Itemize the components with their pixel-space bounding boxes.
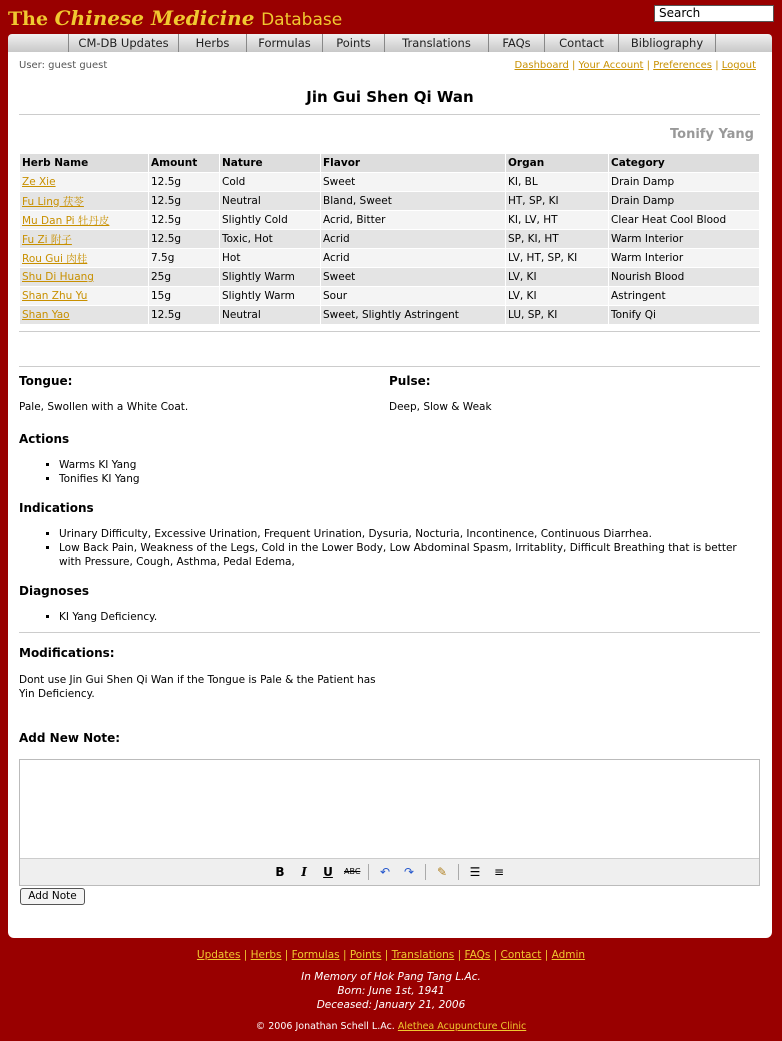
- list-item: ▪ Low Back Pain, Weakness of the Legs, Cold in the Lower Body, Low Abdominal Spasm, Irritablity, Difficult Breathing that is better with Pressure, Cough, Asthma, Pedal Edema,: [59, 541, 760, 569]
- category-cell: Drain Damp: [609, 192, 759, 210]
- divider: [19, 331, 760, 332]
- memorial-text: In Memory of Hok Pang Tang L.Ac.: [301, 971, 481, 983]
- category-cell: Warm Interior: [609, 249, 759, 267]
- pulse-text: Deep, Slow & Weak: [389, 401, 492, 413]
- list-item: ▪ KI Yang Deficiency.: [59, 610, 760, 624]
- indications-section: [19, 501, 760, 569]
- site-logo[interactable]: [8, 6, 342, 30]
- table-row: [20, 306, 759, 324]
- herb-table-header: [20, 154, 759, 172]
- amount-cell: 12.5g: [149, 211, 219, 229]
- undo-icon[interactable]: ↶: [379, 865, 391, 879]
- herb-cell: [20, 211, 148, 229]
- flavor-cell: Sweet: [321, 173, 505, 191]
- table-row: [20, 249, 759, 267]
- tongue-heading: Tongue:: [19, 374, 73, 388]
- flavor-cell: Acrid: [321, 249, 505, 267]
- herb-link[interactable]: Fu Ling 茯苓: [22, 195, 84, 208]
- organ-cell: KI, LV, HT: [506, 211, 608, 229]
- col-herb-name: Herb Name: [20, 154, 148, 172]
- toolbar-separator: [368, 864, 369, 880]
- organ-cell: HT, SP, KI: [506, 192, 608, 210]
- modifications-text: Dont use Jin Gui Shen Qi Wan if the Tongue is Pale & the Patient has Yin Deficiency.: [19, 674, 376, 700]
- nature-cell: Cold: [220, 173, 320, 191]
- category-cell: Clear Heat Cool Blood: [609, 211, 759, 229]
- dashboard-link[interactable]: Dashboard: [514, 60, 569, 71]
- herb-link[interactable]: Shan Yao: [22, 309, 70, 321]
- formula-title: Jin Gui Shen Qi Wan: [306, 88, 474, 106]
- nature-cell: Toxic, Hot: [220, 230, 320, 248]
- diagnoses-heading: Diagnoses: [19, 584, 89, 598]
- cleanup-icon[interactable]: ✎: [436, 865, 448, 879]
- nature-cell: Slightly Warm: [220, 287, 320, 305]
- logo-main: Chinese Medicine: [54, 6, 255, 30]
- deceased-text: Deceased: January 21, 2006: [316, 999, 466, 1011]
- category-cell: Warm Interior: [609, 230, 759, 248]
- organ-cell: SP, KI, HT: [506, 230, 608, 248]
- col-nature: Nature: [220, 154, 320, 172]
- footer-link-herbs[interactable]: Herbs: [250, 949, 282, 961]
- col-category: Category: [609, 154, 759, 172]
- table-row: [20, 192, 759, 210]
- born-text: Born: June 1st, 1941: [337, 985, 445, 997]
- category-cell: Nourish Blood: [609, 268, 759, 286]
- preferences-link[interactable]: Preferences: [653, 60, 713, 71]
- list-item: ▪ Warms KI Yang: [59, 458, 760, 472]
- herb-table: [19, 153, 760, 325]
- search-input[interactable]: Search: [654, 5, 774, 22]
- table-row: [20, 211, 759, 229]
- organ-cell: KI, BL: [506, 173, 608, 191]
- your-account-link[interactable]: Your Account: [578, 60, 644, 71]
- list-item: ▪ Urinary Difficulty, Excessive Urination, Frequent Urination, Dysuria, Nocturia, Incontinence, Continuous Diarrhea.: [59, 527, 760, 541]
- formula-category: Tonify Yang: [670, 127, 754, 142]
- diagnoses-section: [19, 584, 760, 624]
- amount-cell: 12.5g: [149, 192, 219, 210]
- add-note-button[interactable]: Add Note: [20, 888, 85, 905]
- amount-cell: 12.5g: [149, 173, 219, 191]
- nav-faqs[interactable]: FAQs: [488, 34, 544, 52]
- table-row: [20, 230, 759, 248]
- nav-formulas[interactable]: Formulas: [246, 34, 322, 52]
- nature-cell: Slightly Cold: [220, 211, 320, 229]
- footer-link-translations[interactable]: Translations: [391, 949, 455, 961]
- amount-cell: 12.5g: [149, 230, 219, 248]
- footer-link-contact[interactable]: Contact: [500, 949, 542, 961]
- logout-link[interactable]: Logout: [721, 60, 756, 71]
- indications-list: [19, 527, 760, 569]
- category-cell: Tonify Qi: [609, 306, 759, 324]
- organ-cell: LV, HT, SP, KI: [506, 249, 608, 267]
- nav-cm-db-updates[interactable]: CM-DB Updates: [68, 34, 178, 52]
- herb-link[interactable]: Fu Zi 附子: [22, 233, 72, 246]
- footer-link-points[interactable]: Points: [349, 949, 382, 961]
- logo-the: The: [8, 8, 49, 30]
- organ-cell: LV, KI: [506, 287, 608, 305]
- tongue-text: Pale, Swollen with a White Coat.: [19, 401, 189, 413]
- footer-link-admin[interactable]: Admin: [551, 949, 586, 961]
- col-amount: Amount: [149, 154, 219, 172]
- account-links: Dashboard | Your Account | Preferences | Logout: [514, 60, 756, 71]
- herb-link[interactable]: Shu Di Huang: [22, 271, 94, 283]
- footer-link-faqs[interactable]: FAQs: [464, 949, 491, 961]
- actions-section: [19, 432, 760, 486]
- toolbar-separator: [458, 864, 459, 880]
- toolbar-separator: [425, 864, 426, 880]
- flavor-cell: Sweet, Slightly Astringent: [321, 306, 505, 324]
- modifications-heading: Modifications:: [19, 646, 115, 660]
- herb-link[interactable]: Ze Xie: [22, 176, 56, 188]
- flavor-cell: Acrid: [321, 230, 505, 248]
- footer-link-updates[interactable]: Updates: [196, 949, 241, 961]
- herb-cell: [20, 230, 148, 248]
- actions-heading: Actions: [19, 432, 70, 446]
- nature-cell: Hot: [220, 249, 320, 267]
- nav-points[interactable]: Points: [322, 34, 384, 52]
- footer-link-formulas[interactable]: Formulas: [291, 949, 340, 961]
- user-status: User: guest guest: [19, 60, 108, 71]
- redo-icon[interactable]: ↷: [403, 865, 415, 879]
- flavor-cell: Bland, Sweet: [321, 192, 505, 210]
- bold-icon[interactable]: B: [275, 865, 285, 879]
- underline-icon[interactable]: U: [323, 865, 333, 879]
- divider: [19, 366, 760, 367]
- strikethrough-icon[interactable]: ABC: [344, 867, 361, 876]
- list-item: ▪ Tonifies KI Yang: [59, 472, 760, 486]
- add-note-heading: Add New Note:: [19, 731, 121, 745]
- organ-cell: LU, SP, KI: [506, 306, 608, 324]
- col-organ: Organ: [506, 154, 608, 172]
- clinic-link[interactable]: Alethea Acupuncture Clinic: [397, 1021, 527, 1032]
- nav-contact[interactable]: Contact: [544, 34, 618, 52]
- herb-cell: [20, 268, 148, 286]
- actions-list: [19, 458, 760, 486]
- pulse-section: [389, 374, 749, 413]
- table-row: [20, 268, 759, 286]
- pulse-heading: Pulse:: [389, 374, 431, 388]
- herb-link[interactable]: Rou Gui 肉桂: [22, 252, 88, 265]
- nav-herbs[interactable]: Herbs: [178, 34, 246, 52]
- herb-cell: [20, 249, 148, 267]
- logo-database: Database: [261, 10, 343, 30]
- category-cell: Astringent: [609, 287, 759, 305]
- nature-cell: Neutral: [220, 192, 320, 210]
- flavor-cell: Sour: [321, 287, 505, 305]
- category-cell: Drain Damp: [609, 173, 759, 191]
- copyright-text: © 2006 Jonathan Schell L.Ac.: [255, 1021, 395, 1032]
- divider: [19, 114, 760, 115]
- herb-cell: [20, 287, 148, 305]
- tongue-section: [19, 374, 379, 413]
- herb-link[interactable]: Shan Zhu Yu: [22, 290, 88, 302]
- table-row: [20, 173, 759, 191]
- amount-cell: 15g: [149, 287, 219, 305]
- diagnoses-list: [19, 610, 760, 624]
- herb-link[interactable]: Mu Dan Pi 牡丹皮: [22, 214, 110, 227]
- herb-cell: [20, 192, 148, 210]
- herb-cell: [20, 306, 148, 324]
- herb-cell: [20, 173, 148, 191]
- amount-cell: 12.5g: [149, 306, 219, 324]
- note-editor[interactable]: [19, 759, 760, 886]
- nav-translations[interactable]: Translations: [384, 34, 488, 52]
- divider: [19, 632, 760, 633]
- main-panel: [8, 52, 772, 938]
- organ-cell: LV, KI: [506, 268, 608, 286]
- amount-cell: 7.5g: [149, 249, 219, 267]
- main-nav: [68, 34, 716, 52]
- numbered-list-icon[interactable]: ≡: [493, 865, 505, 879]
- nav-bibliography[interactable]: Bibliography: [618, 34, 716, 52]
- italic-icon[interactable]: I: [301, 865, 307, 879]
- bullet-list-icon[interactable]: ☰: [469, 865, 481, 879]
- footer-links: Updates | Herbs | Formulas | Points | Translations | FAQs | Contact | Admin: [196, 949, 586, 961]
- flavor-cell: Acrid, Bitter: [321, 211, 505, 229]
- table-row: [20, 287, 759, 305]
- editor-toolbar: [20, 858, 759, 885]
- flavor-cell: Sweet: [321, 268, 505, 286]
- indications-heading: Indications: [19, 501, 94, 515]
- nature-cell: Neutral: [220, 306, 320, 324]
- copyright: [0, 1021, 782, 1032]
- nature-cell: Slightly Warm: [220, 268, 320, 286]
- amount-cell: 25g: [149, 268, 219, 286]
- modifications-section: [19, 646, 379, 701]
- col-flavor: Flavor: [321, 154, 505, 172]
